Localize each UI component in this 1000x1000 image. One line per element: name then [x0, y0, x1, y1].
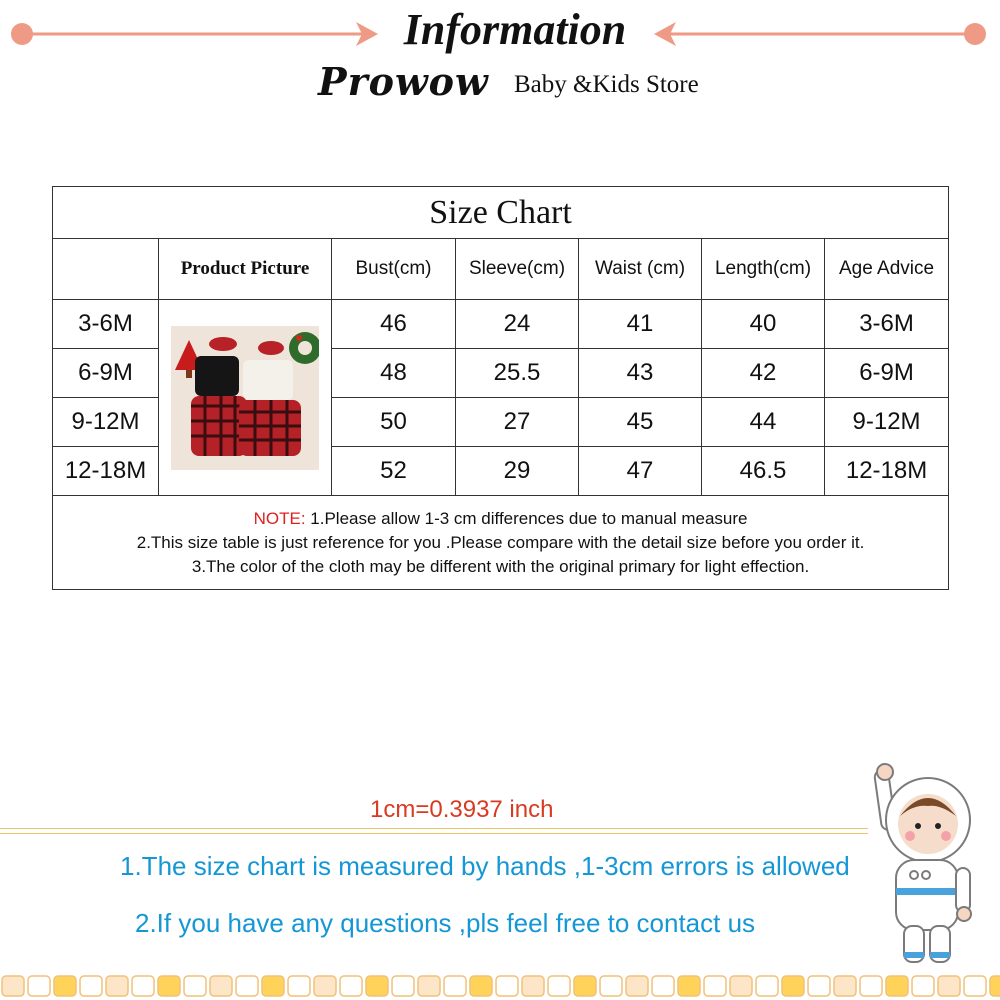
- notes-cell: [53, 496, 949, 590]
- border-tile: [262, 976, 284, 996]
- border-tile: [418, 976, 440, 996]
- header-age-advice: Age Advice: [825, 239, 949, 300]
- bust-cell: 46: [332, 300, 456, 349]
- sleeve-cell: 29: [456, 447, 579, 496]
- unit-conversion-text: 1cm=0.3937 inch: [370, 796, 554, 823]
- header-length: Length(cm): [702, 239, 825, 300]
- bust-cell: 50: [332, 398, 456, 447]
- gold-divider-line: [0, 828, 868, 834]
- header-bust: Bust(cm): [332, 239, 456, 300]
- border-tile: [912, 976, 934, 996]
- border-tile: [132, 976, 154, 996]
- border-tile: [704, 976, 726, 996]
- border-tile: [652, 976, 674, 996]
- product-photo-image: [171, 326, 319, 470]
- page-title: Information: [403, 5, 627, 54]
- length-cell: 44: [702, 398, 825, 447]
- border-tile: [782, 976, 804, 996]
- border-tile: [340, 976, 362, 996]
- border-tile: [522, 976, 544, 996]
- age-cell: 12-18M: [825, 447, 949, 496]
- border-tile: [990, 976, 1000, 996]
- border-tile: [834, 976, 856, 996]
- waist-cell: 41: [579, 300, 702, 349]
- border-tile: [808, 976, 830, 996]
- border-tile: [288, 976, 310, 996]
- border-tile: [886, 976, 908, 996]
- length-cell: 40: [702, 300, 825, 349]
- border-tile: [678, 976, 700, 996]
- sleeve-cell: 27: [456, 398, 579, 447]
- border-tile: [236, 976, 258, 996]
- border-tile: [54, 976, 76, 996]
- size-cell: 12-18M: [53, 447, 159, 496]
- border-tile: [210, 976, 232, 996]
- border-tile: [314, 976, 336, 996]
- border-tile: [444, 976, 466, 996]
- sleeve-cell: 25.5: [456, 349, 579, 398]
- note-text-1: 1.Please allow 1-3 cm differences due to manual measure: [305, 508, 748, 528]
- astronaut-mascot-illustration: [860, 760, 980, 970]
- waist-cell: 43: [579, 349, 702, 398]
- age-cell: 3-6M: [825, 300, 949, 349]
- product-picture-cell: [159, 300, 332, 496]
- border-tile: [2, 976, 24, 996]
- header-row: [53, 239, 949, 300]
- note-line-1: [53, 507, 948, 531]
- border-tile: [730, 976, 752, 996]
- border-tile: [964, 976, 986, 996]
- border-tile: [756, 976, 778, 996]
- border-tile: [860, 976, 882, 996]
- contact-tip: 2.If you have any questions ,pls feel free to contact us: [135, 908, 756, 938]
- brand-tagline: Baby &Kids Store: [514, 71, 699, 98]
- age-cell: 9-12M: [825, 398, 949, 447]
- note-label: NOTE:: [253, 508, 306, 528]
- size-chart-table: [52, 186, 949, 590]
- waist-cell: 45: [579, 398, 702, 447]
- border-tile: [938, 976, 960, 996]
- sleeve-cell: 24: [456, 300, 579, 349]
- size-chart-title: Size Chart: [53, 187, 949, 239]
- header-size: [53, 239, 159, 300]
- border-tile: [548, 976, 570, 996]
- header-sleeve: Sleeve(cm): [456, 239, 579, 300]
- age-cell: 6-9M: [825, 349, 949, 398]
- note-line-2: 2.This size table is just reference for you .Please compare with the detail size before you order it.: [136, 532, 865, 552]
- header-waist: Waist (cm): [579, 239, 702, 300]
- border-tile: [496, 976, 518, 996]
- size-cell: 3-6M: [53, 300, 159, 349]
- size-cell: 9-12M: [53, 398, 159, 447]
- border-tile: [366, 976, 388, 996]
- border-tile: [28, 976, 50, 996]
- border-tile: [600, 976, 622, 996]
- border-tile: [106, 976, 128, 996]
- header-product-picture: Product Picture: [159, 239, 332, 300]
- border-tile: [158, 976, 180, 996]
- brand-logo-text: Prowow: [318, 59, 489, 104]
- border-tile: [626, 976, 648, 996]
- measurement-tip: 1.The size chart is measured by hands ,1-3cm errors is allowed: [120, 851, 850, 881]
- decorative-tile-border: [0, 970, 1000, 1000]
- length-cell: 46.5: [702, 447, 825, 496]
- length-cell: 42: [702, 349, 825, 398]
- border-tile: [470, 976, 492, 996]
- size-cell: 6-9M: [53, 349, 159, 398]
- bust-cell: 48: [332, 349, 456, 398]
- table-row: [53, 300, 949, 349]
- border-tile: [392, 976, 414, 996]
- border-tile: [80, 976, 102, 996]
- waist-cell: 47: [579, 447, 702, 496]
- border-tile: [574, 976, 596, 996]
- bust-cell: 52: [332, 447, 456, 496]
- note-line-3: 3.The color of the cloth may be different with the original primary for light effection.: [191, 556, 810, 576]
- border-tile: [184, 976, 206, 996]
